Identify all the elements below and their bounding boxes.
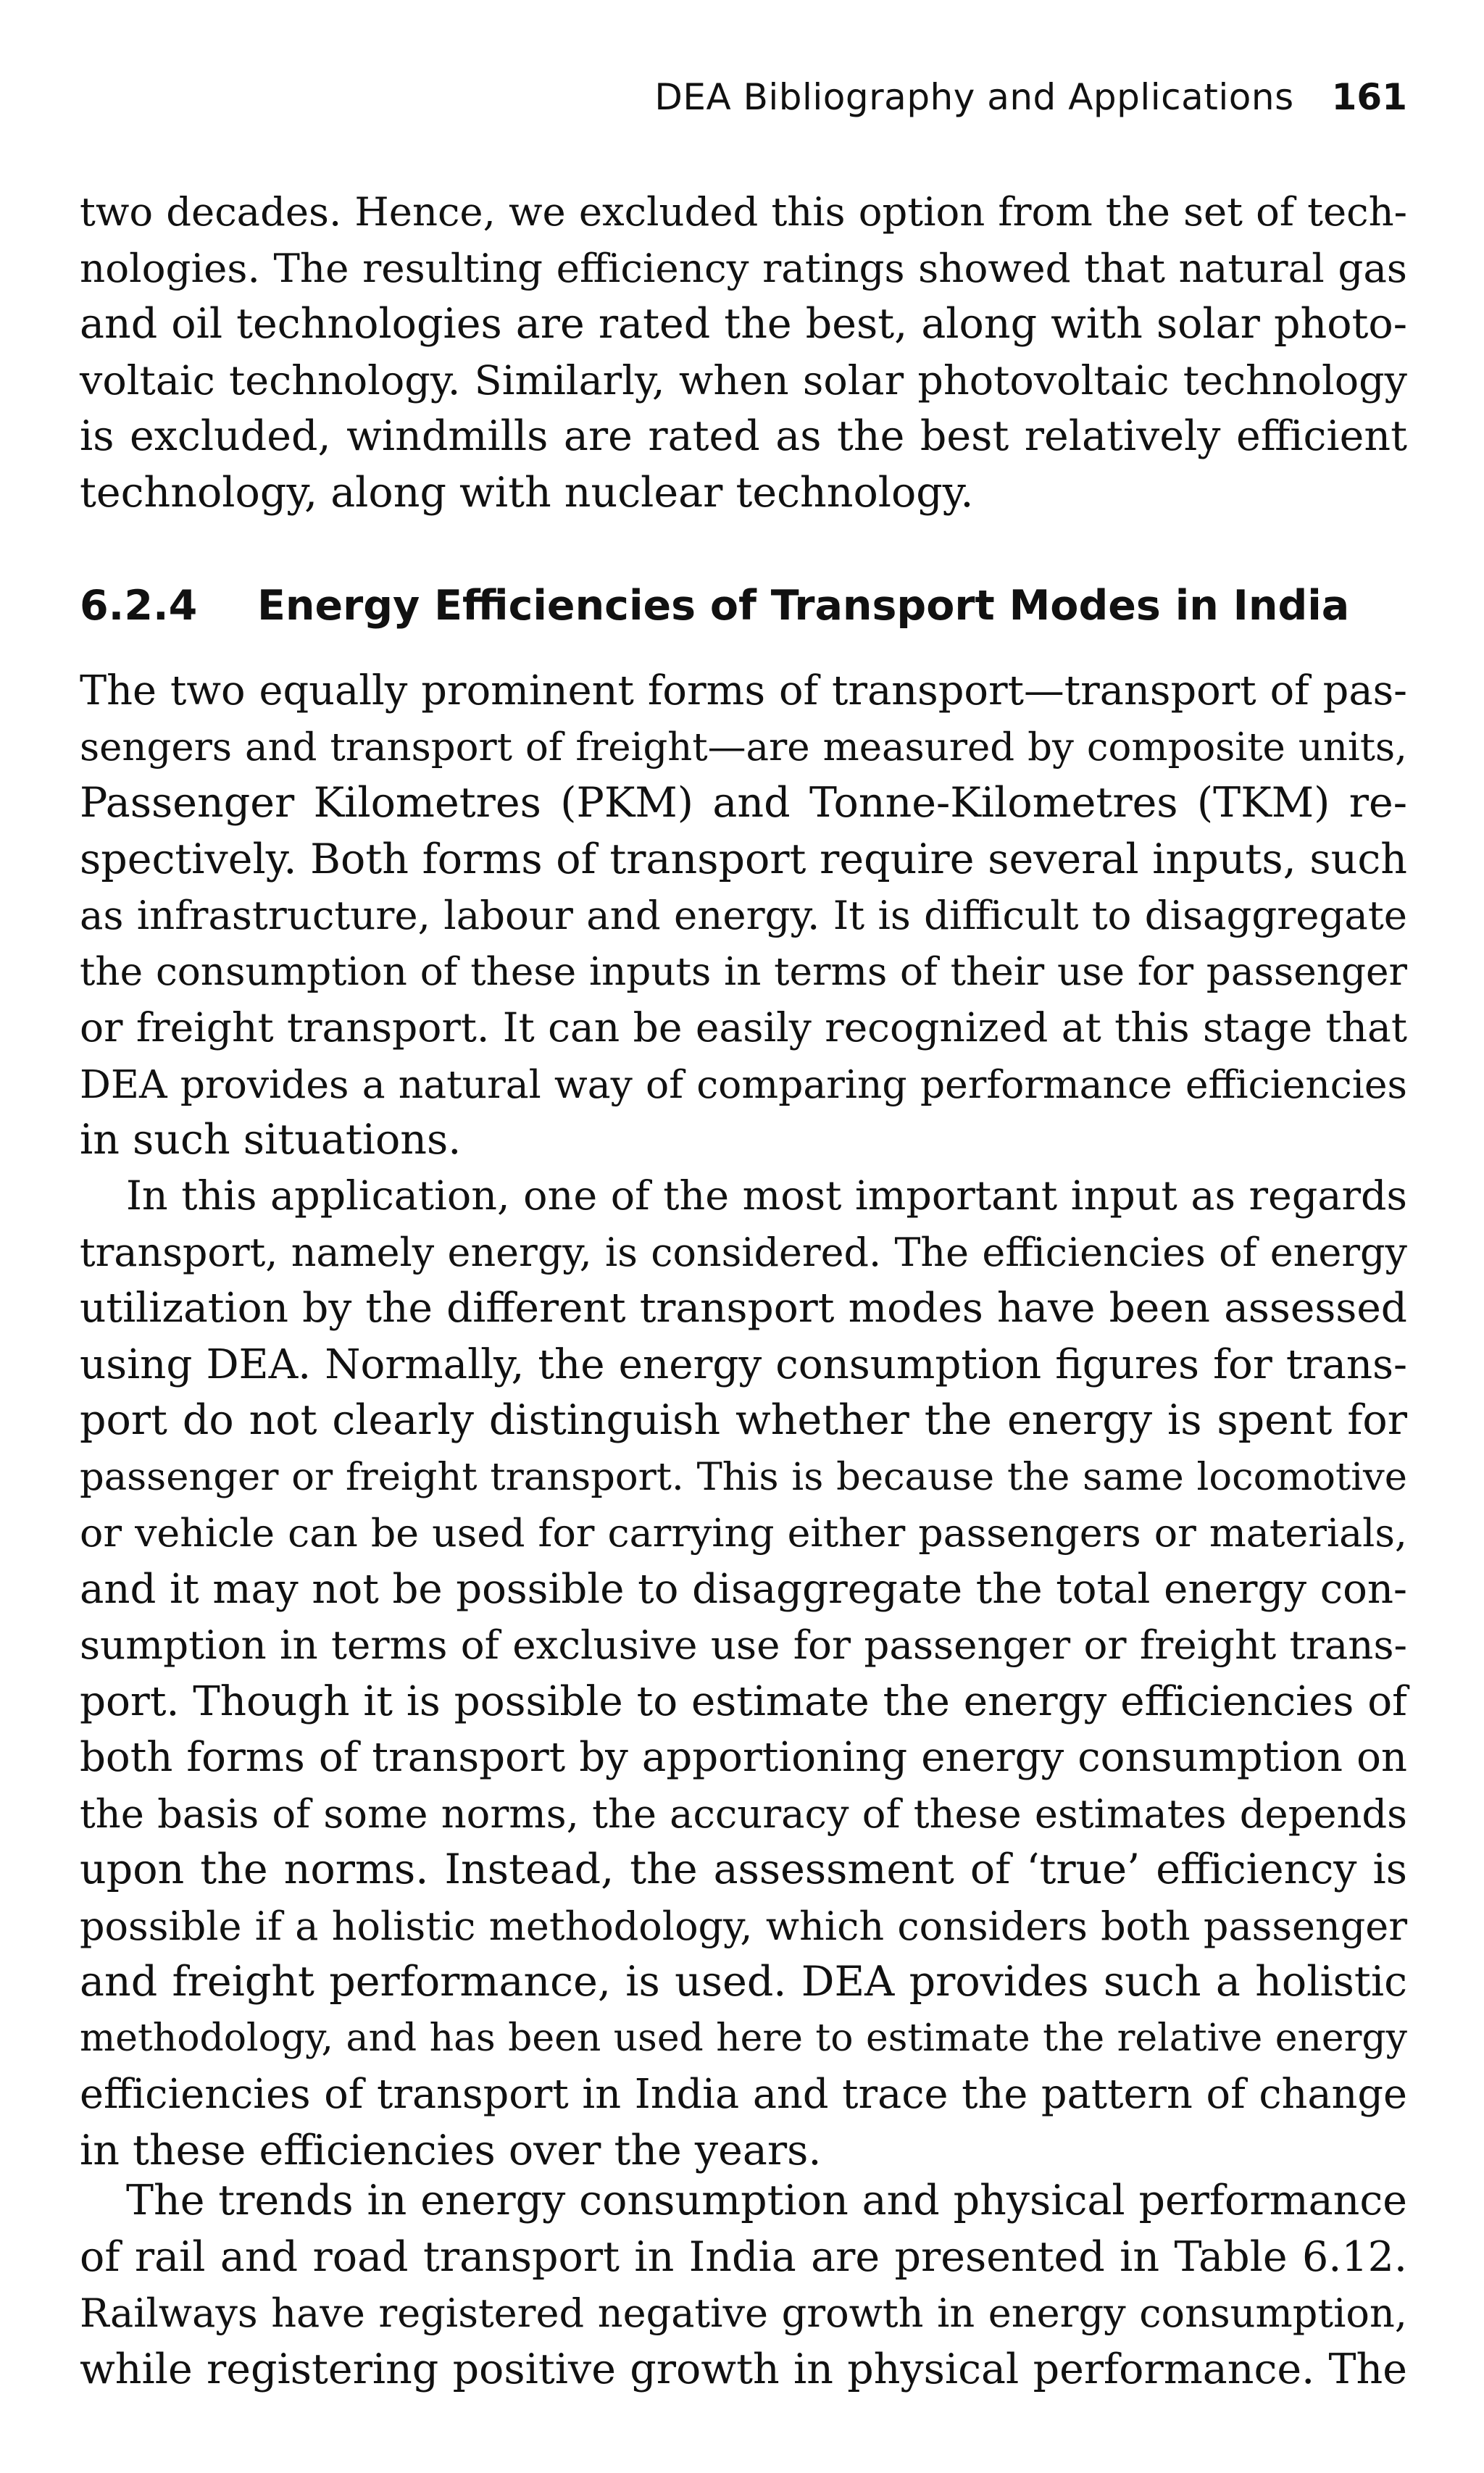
text-line: possible if a holistic methodology, which considers both passenger — [80, 1903, 1407, 1949]
running-head — [80, 74, 1407, 120]
text-line: using DEA. Normally, the energy consumption figures for trans- — [80, 1340, 1407, 1388]
text-line: transport, namely energy, is considered. The efficiencies of energy — [80, 1229, 1407, 1275]
page-number: 161 — [1331, 76, 1407, 118]
text-line: is excluded, windmills are rated as the best relatively efficient — [80, 412, 1407, 460]
text-line: in these efficiencies over the years. — [80, 2126, 822, 2174]
text-line: the consumption of these inputs in terms of their use for passenger — [80, 948, 1407, 994]
text-line: sumption in terms of exclusive use for passenger or freight trans- — [80, 1622, 1407, 1668]
text-line: both forms of transport by apportioning energy consumption on — [80, 1734, 1407, 1781]
text-line: and it may not be possible to disaggregate the total energy con- — [80, 1565, 1407, 1613]
section-title: Energy Efficiencies of Transport Modes in India — [257, 582, 1350, 630]
text-line: while registering positive growth in physical performance. The — [80, 2345, 1407, 2393]
text-line: or freight transport. It can be easily recognized at this stage that — [80, 1004, 1407, 1051]
text-line: port. Though it is possible to estimate the energy efficiencies of — [80, 1677, 1407, 1725]
text-line: In this application, one of the most important input as regards — [126, 1172, 1407, 1219]
text-line: utilization by the different transport modes have been assessed — [80, 1285, 1407, 1332]
section-heading — [80, 577, 1407, 635]
paragraph — [80, 663, 1407, 1169]
section-number: 6.2.4 — [80, 582, 198, 630]
text-line: DEA provides a natural way of comparing performance efficiencies — [80, 1061, 1407, 1107]
paragraph-continuation — [80, 184, 1407, 521]
text-line: sengers and transport of freight—are measured by composite units, — [80, 725, 1407, 770]
text-line: the basis of some norms, the accuracy of these estimates depends — [80, 1790, 1407, 1837]
paragraph — [80, 1168, 1407, 2179]
text-line: technology, along with nuclear technology. — [80, 468, 974, 517]
text-line: passenger or freight transport. This is because the same locomotive — [80, 1454, 1407, 1499]
running-title: DEA Bibliography and Applications — [654, 76, 1294, 118]
text-line: two decades. Hence, we excluded this option from the set of tech- — [80, 189, 1407, 235]
text-line: Passenger Kilometres (PKM) and Tonne-Kilometres (TKM) re- — [80, 779, 1407, 827]
text-line: Railways have registered negative growth in energy consumption, — [80, 2290, 1407, 2336]
text-line: as infrastructure, labour and energy. It is difficult to disaggregate — [80, 892, 1407, 938]
text-line: and freight performance, is used. DEA provides such a holistic — [80, 1958, 1407, 2006]
text-line: in such situations. — [80, 1116, 462, 1164]
text-line: voltaic technology. Similarly, when solar photovoltaic technology — [80, 356, 1407, 404]
text-line: or vehicle can be used for carrying either passengers or materials, — [80, 1510, 1407, 1556]
text-line: nologies. The resulting efficiency ratings showed that natural gas — [80, 244, 1407, 291]
text-line: upon the norms. Instead, the assessment of ‘true’ efficiency is — [80, 1846, 1407, 1893]
text-line: spectively. Both forms of transport require several inputs, such — [80, 835, 1407, 883]
text-line: methodology, and has been used here to estimate the relative energy — [80, 2016, 1407, 2060]
text-line: efficiencies of transport in India and trace the pattern of change — [80, 2071, 1407, 2118]
text-line: and oil technologies are rated the best, along with solar photo- — [80, 300, 1407, 348]
paragraph — [80, 2173, 1407, 2398]
text-line: The trends in energy consumption and physical performance — [126, 2177, 1407, 2224]
text-line: of rail and road transport in India are presented in Table 6.12. — [80, 2232, 1407, 2281]
text-line: The two equally prominent forms of transport—transport of pas- — [80, 667, 1407, 714]
text-line: port do not clearly distinguish whether the energy is spent for — [80, 1396, 1407, 1444]
